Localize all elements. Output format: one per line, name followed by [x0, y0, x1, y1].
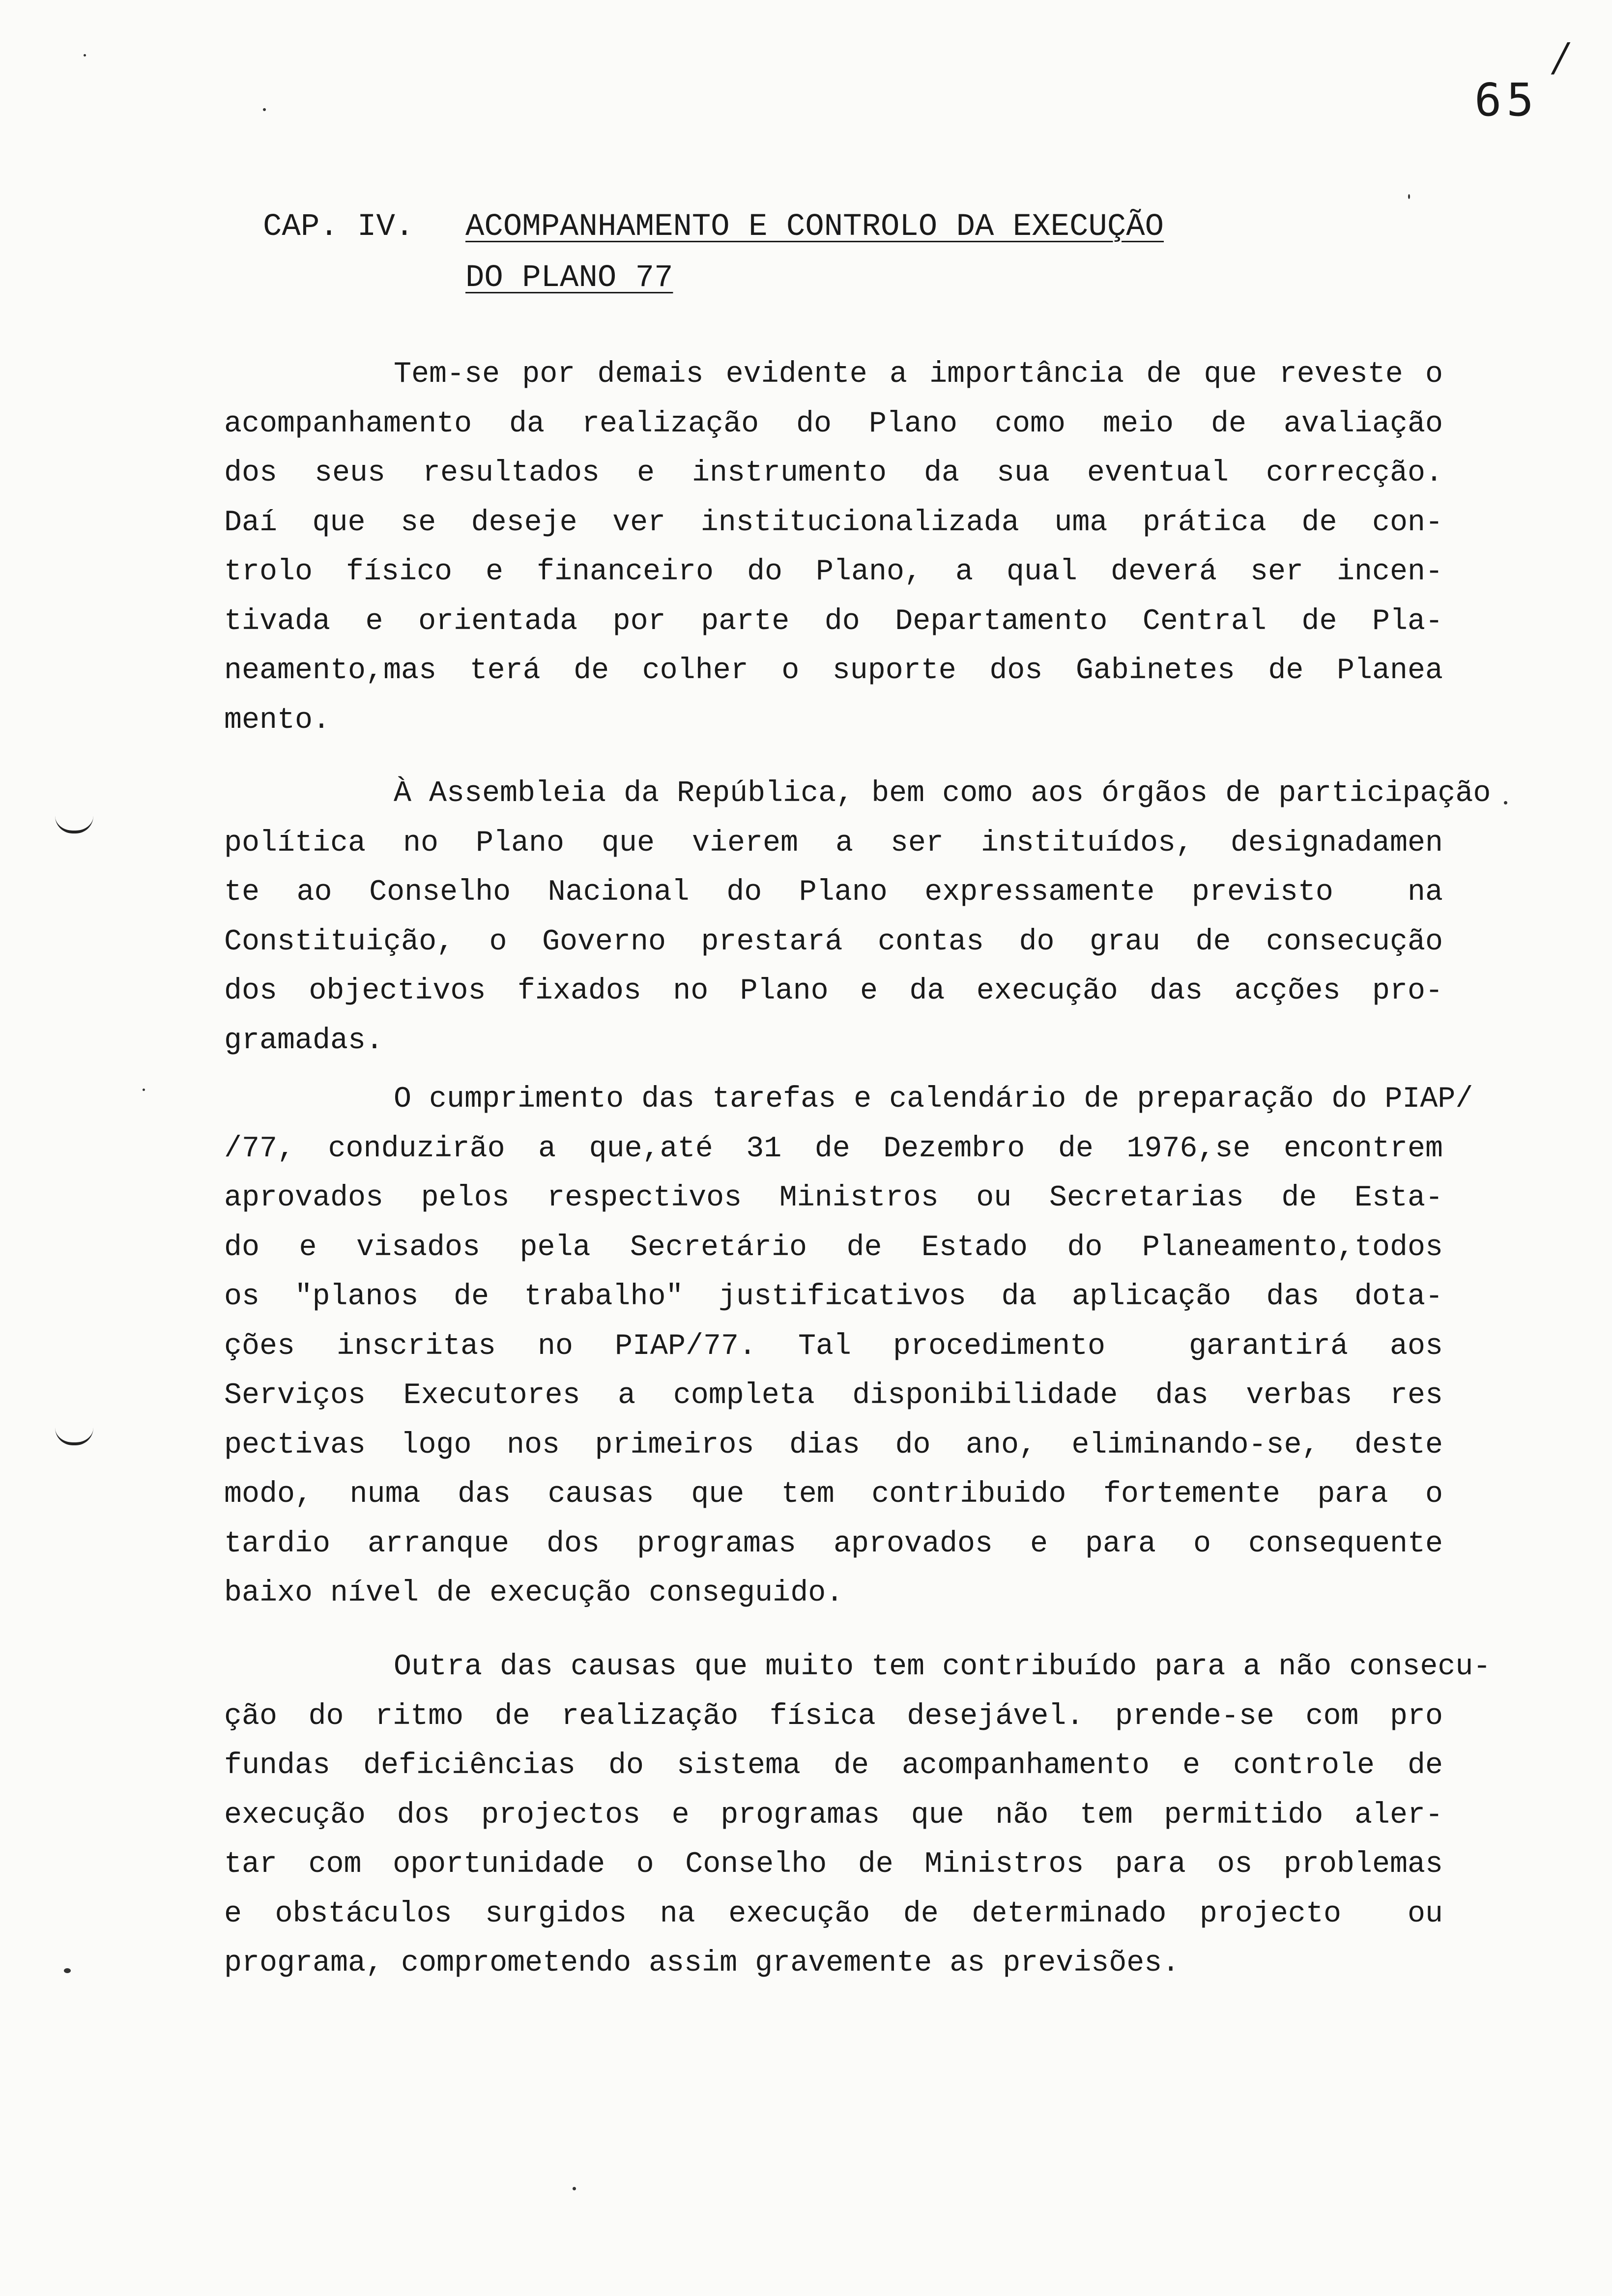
paragraph-1	[224, 350, 1443, 745]
page-corner-mark: /	[1554, 34, 1567, 80]
paragraph-line: tar com oportunidade o Conselho de Ministros para os problemas	[224, 1848, 1443, 1881]
paragraph-line: te ao Conselho Nacional do Plano expressamente previsto na	[224, 876, 1443, 909]
paragraph-line: acompanhamento da realização do Plano como meio de avaliação	[224, 407, 1443, 441]
scan-speck	[573, 2187, 576, 2190]
scan-speck	[84, 54, 86, 57]
paragraph-line: aprovados pelos respectivos Ministros ou Secretarias de Esta-	[224, 1181, 1443, 1215]
chapter-title-line-2: DO PLANO 77	[465, 260, 673, 296]
scan-speck	[1408, 194, 1410, 199]
chapter-title-line-1: ACOMPANHAMENTO E CONTROLO DA EXECUÇÃO	[465, 209, 1164, 245]
scan-speck	[143, 1089, 145, 1091]
paragraph-line: Tem-se por demais evidente a importância de que reveste o	[394, 358, 1443, 391]
paragraph-line: programa, comprometendo assim gravemente as previsões.	[224, 1947, 1180, 1980]
paragraph-line: Outra das causas que muito tem contribuído para a não consecu-	[394, 1650, 1491, 1684]
paragraph-line: Daí que se deseje ver institucionalizada uma prática de con-	[224, 506, 1443, 540]
paragraph-line: mento.	[224, 703, 331, 737]
paragraph-line: À Assembleia da República, bem como aos órgãos de participação	[394, 777, 1491, 810]
margin-mark	[55, 816, 93, 833]
paragraph-line: pectivas logo nos primeiros dias do ano, eliminando-se, deste	[224, 1428, 1443, 1462]
paragraph-line: política no Plano que vierem a ser instituídos, designadamen	[224, 826, 1443, 860]
paragraph-line: e obstáculos surgidos na execução de determinado projecto ou	[224, 1897, 1443, 1931]
paragraph-line: ção do ritmo de realização física desejável. prende-se com pro	[224, 1699, 1443, 1733]
paragraph-line: tivada e orientada por parte do Departamento Central de Pla-	[224, 604, 1443, 638]
paragraph-line: baixo nível de execução conseguido.	[224, 1577, 844, 1610]
paragraph-line: modo, numa das causas que tem contribuido fortemente para o	[224, 1478, 1443, 1511]
scan-speck	[263, 108, 266, 111]
page-number: 65	[1474, 74, 1539, 126]
paragraph-line: gramadas.	[224, 1024, 384, 1058]
paragraph-line: Serviços Executores a completa disponibilidade das verbas res	[224, 1379, 1443, 1412]
paragraph-3	[224, 1075, 1473, 1618]
paragraph-line: do e visados pela Secretário de Estado do Planeamento,todos	[224, 1231, 1443, 1264]
paragraph-line: dos objectivos fixados no Plano e da execução das acções pro-	[224, 975, 1443, 1008]
chapter-heading	[263, 201, 1164, 304]
paragraph-line: trolo físico e financeiro do Plano, a qual deverá ser incen-	[224, 555, 1443, 589]
chapter-label: CAP. IV.	[263, 209, 414, 245]
paragraph-line: Constituição, o Governo prestará contas do grau de consecução	[224, 925, 1443, 959]
paragraph-line: fundas deficiências do sistema de acompanhamento e controle de	[224, 1749, 1443, 1782]
paragraph-line: ções inscritas no PIAP/77. Tal procedimento garantirá aos	[224, 1329, 1443, 1363]
paragraph-4	[224, 1642, 1491, 1988]
scan-speck	[64, 1968, 71, 1973]
paragraph-line: tardio arranque dos programas aprovados e para o consequente	[224, 1527, 1443, 1561]
paragraph-line: /77, conduzirão a que,até 31 de Dezembro de 1976,se encontrem	[224, 1132, 1443, 1166]
paragraph-2	[224, 769, 1491, 1065]
scan-speck	[1504, 801, 1507, 804]
paragraph-line: os "planos de trabalho" justificativos da aplicação das dota-	[224, 1280, 1443, 1314]
margin-mark	[55, 1428, 93, 1445]
paragraph-line: execução dos projectos e programas que não tem permitido aler-	[224, 1798, 1443, 1832]
paragraph-line: dos seus resultados e instrumento da sua eventual correcção.	[224, 457, 1443, 490]
paragraph-line: neamento,mas terá de colher o suporte dos Gabinetes de Planea	[224, 654, 1443, 688]
paragraph-line: O cumprimento das tarefas e calendário de preparação do PIAP/	[394, 1083, 1473, 1116]
chapter-title	[465, 201, 1164, 304]
